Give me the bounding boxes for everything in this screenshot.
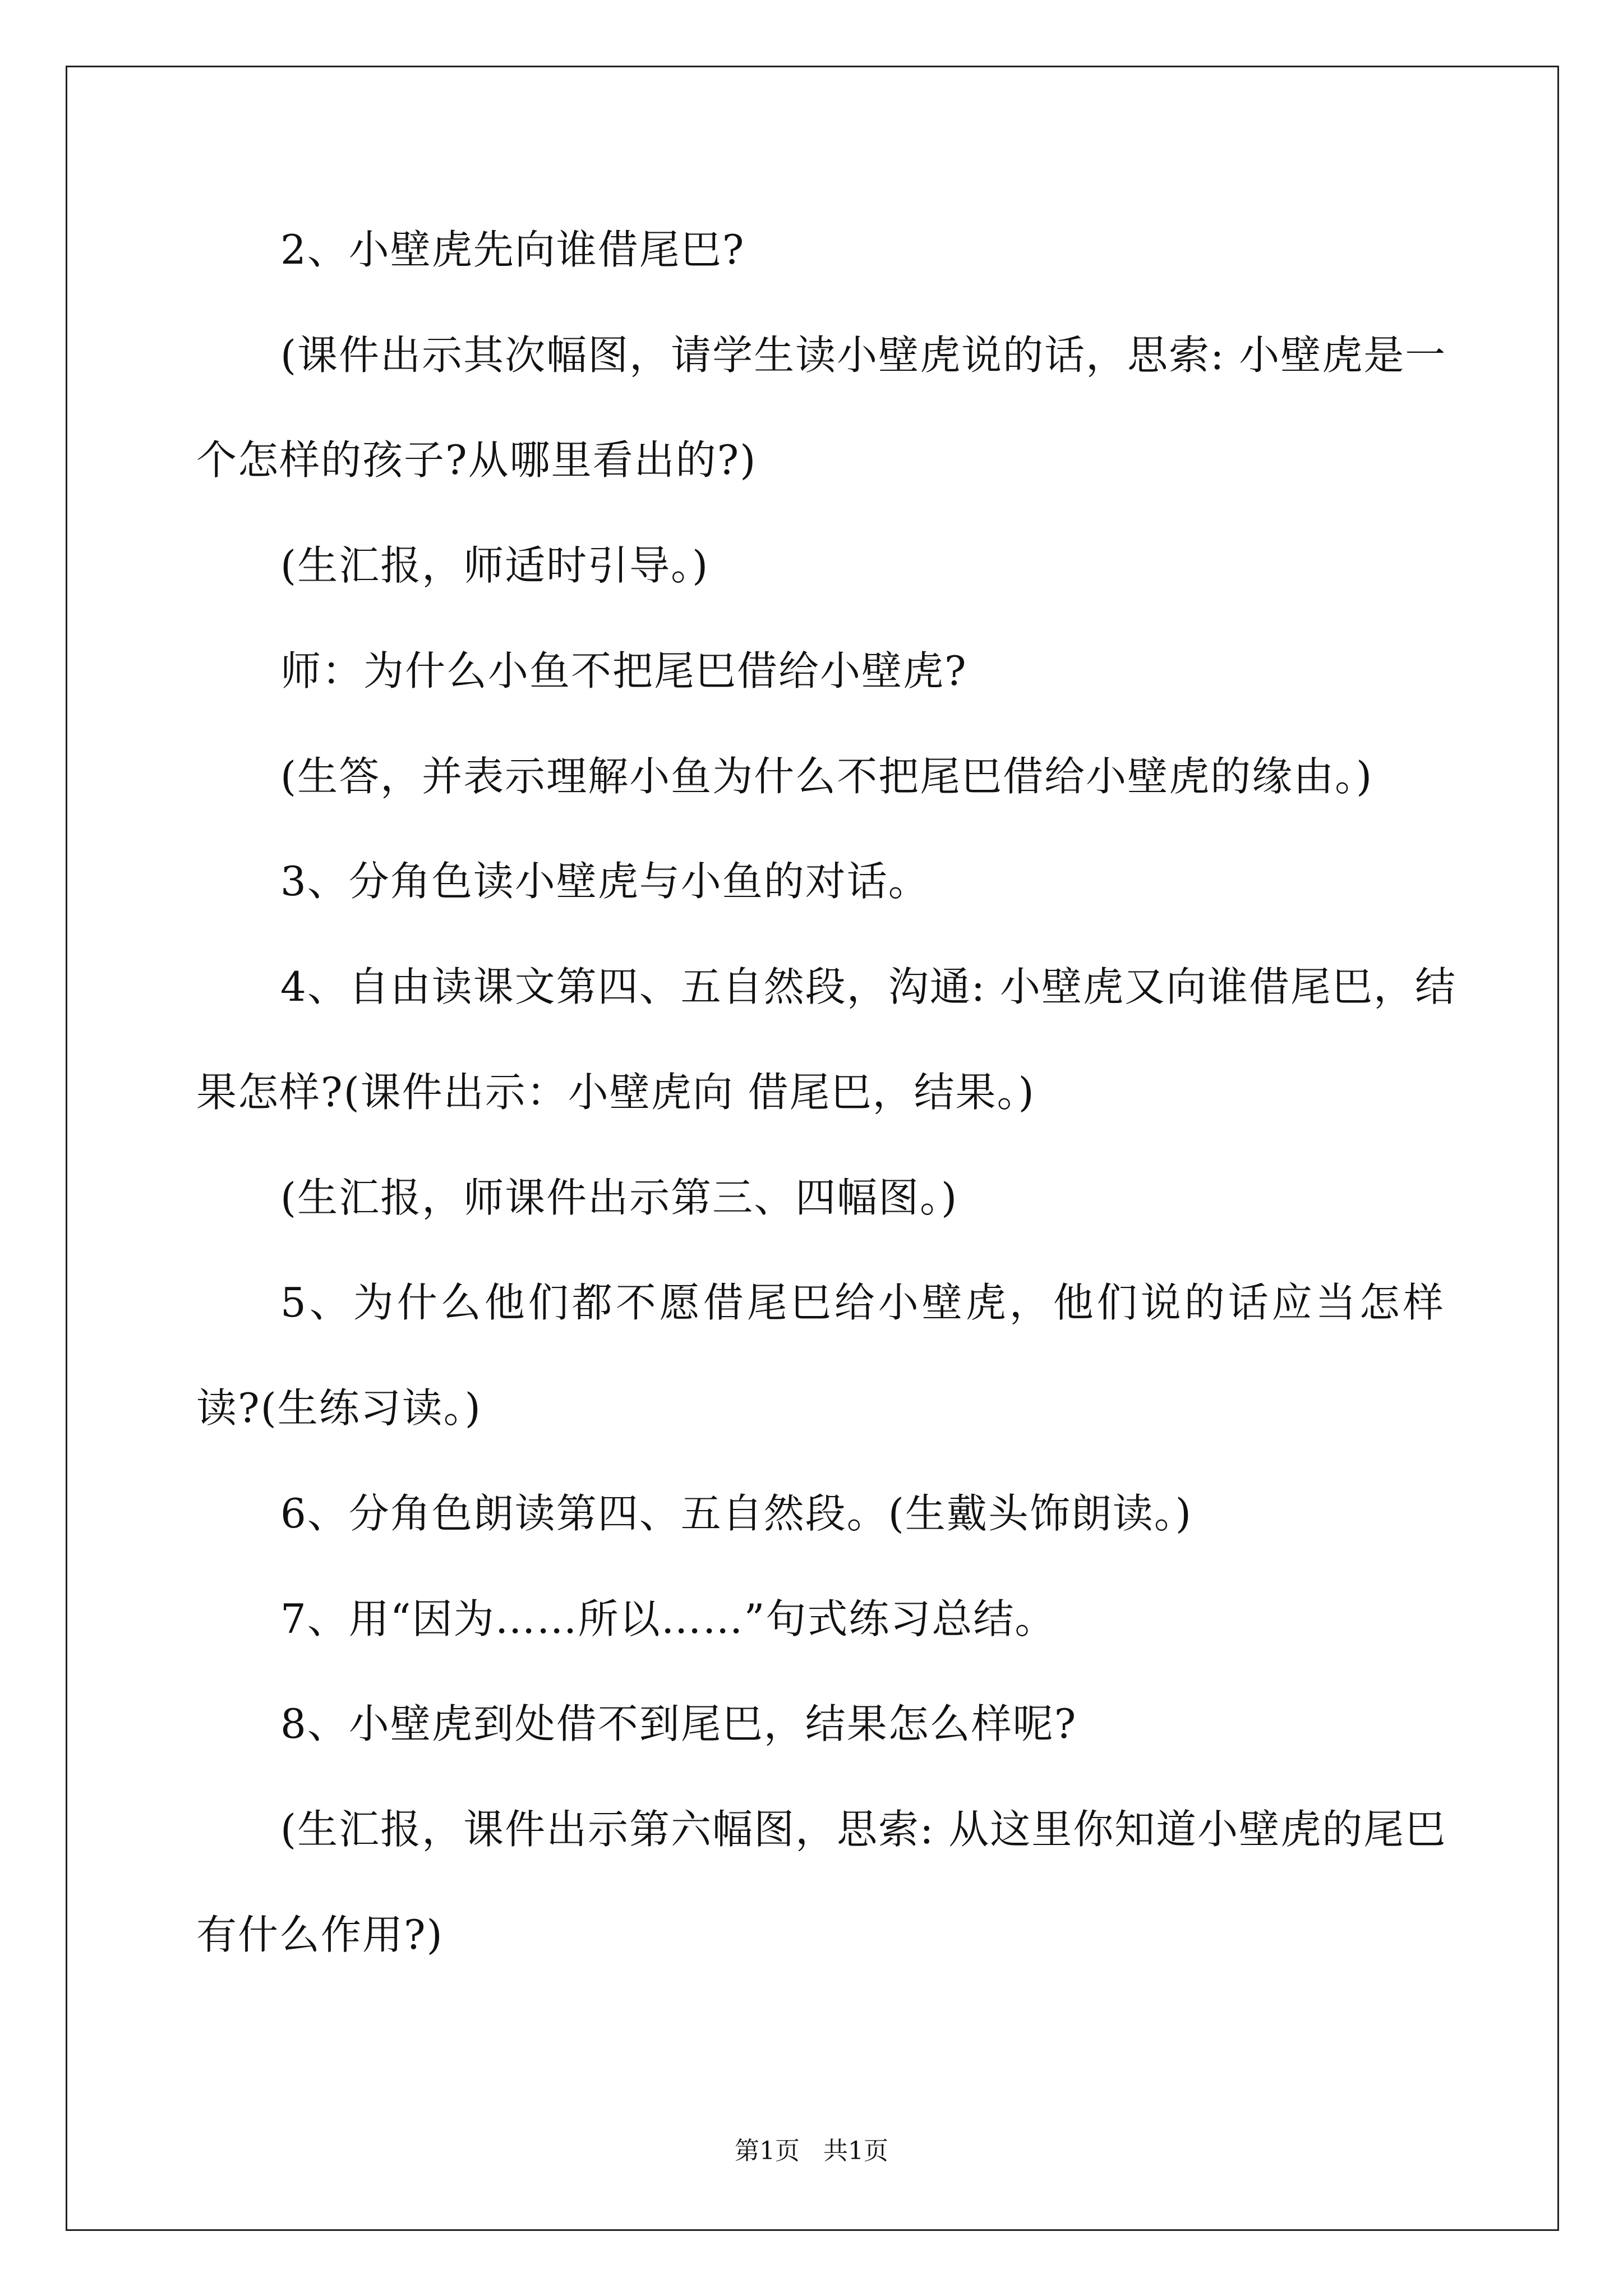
page-number-current: 第1页: [735, 2137, 800, 2165]
paragraph-line: 师：为什么小鱼不把尾巴借给小壁虎?: [280, 647, 967, 694]
paragraph-line: 果怎样?(课件出示：小壁虎向 借尾巴，结果。): [196, 1069, 1035, 1116]
paragraph-line: 4、自由读课文第四、五自然段，沟通: 小壁虎又向谁借尾巴，结: [280, 963, 1456, 1010]
paragraph-line: 3、分角色读小壁虎与小鱼的对话。: [280, 858, 930, 905]
paragraph-line: (生答，并表示理解小鱼为什么不把尾巴借给小壁虎的缘由。): [280, 753, 1373, 800]
paragraph-line: (生汇报，师适时引导。): [280, 542, 709, 589]
page-number-total: 共1页: [823, 2137, 888, 2165]
page-footer: [0, 2134, 1623, 2168]
paragraph-line: (生汇报，师课件出示第三、四幅图。): [280, 1174, 958, 1221]
paragraph-line: 7、用“因为……所以……”句式练习总结。: [280, 1595, 1057, 1642]
page-border: [66, 66, 1559, 2231]
paragraph-line: 2、小壁虎先向谁借尾巴?: [280, 226, 745, 273]
paragraph-line: (课件出示其次幅图，请学生读小壁虎说的话，思索: 小壁虎是一: [280, 332, 1447, 379]
paragraph-line: 8、小壁虎到处借不到尾巴，结果怎么样呢?: [280, 1700, 1077, 1747]
paragraph-line: (生汇报，课件出示第六幅图，思索: 从这里你知道小壁虎的尾巴: [280, 1806, 1447, 1853]
paragraph-line: 读?(生练习读。): [196, 1384, 482, 1432]
paragraph-line: 6、分角色朗读第四、五自然段。(生戴头饰朗读。): [280, 1490, 1192, 1537]
paragraph-line: 5、为什么他们都不愿借尾巴给小壁虎，他们说的话应当怎样: [280, 1279, 1447, 1326]
paragraph-line: 个怎样的孩子?从哪里看出的?): [196, 436, 757, 484]
paragraph-line: 有什么作用?): [196, 1911, 444, 1958]
